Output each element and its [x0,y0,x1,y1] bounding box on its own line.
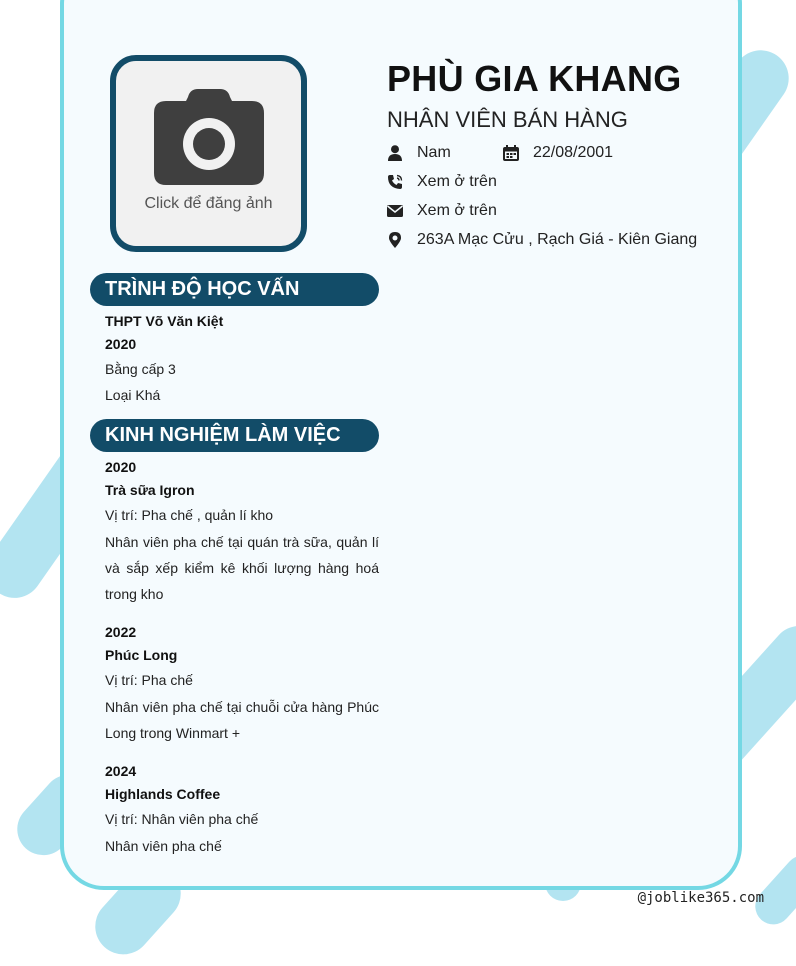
watermark: @joblike365.com [637,890,764,906]
calendar-icon [503,145,519,161]
experience-company: Highlands Coffee [105,786,221,802]
experience-company: Phúc Long [105,647,178,663]
birthday-value: 22/08/2001 [533,144,614,161]
education-year: 2020 [105,336,137,352]
experience-heading: KINH NGHIỆM LÀM VIỆC [90,419,379,452]
phone-value: Xem ở trên [417,173,497,190]
email-value: Xem ở trên [417,202,497,219]
photo-upload[interactable] [110,55,307,252]
candidate-name: PHÙ GIA KHANG [387,58,682,99]
education-degree: Bằng cấp 3 [105,361,176,377]
education-grade: Loại Khá [105,387,161,403]
gender-value: Nam [417,144,451,161]
experience-description: Nhân viên pha chế tại quán trà sữa, quản lí và sắp xếp kiểm kê khối lượng hàng hoá trong kho [105,534,379,602]
camera-icon [154,89,264,185]
map-pin-icon [387,232,403,248]
experience-company: Trà sữa Igron [105,482,195,498]
experience-year: 2024 [105,763,137,779]
phone-icon [387,174,403,190]
experience-position: Vị trí: Nhân viên pha chế [105,811,259,827]
envelope-icon [387,203,403,219]
experience-position: Vị trí: Pha chế [105,672,193,688]
experience-year: 2022 [105,624,137,640]
experience-description: Nhân viên pha chế tại chuỗi cửa hàng Phúc Long trong Winmart + [105,699,379,741]
experience-position: Vị trí: Pha chế , quản lí kho [105,507,274,523]
photo-upload-caption: Click để đăng ảnh [144,195,273,212]
education-school: THPT Võ Văn Kiệt [105,313,224,329]
experience-year: 2020 [105,459,137,475]
user-icon [387,145,403,161]
address-value: 263A Mạc Cửu , Rạch Giá - Kiên Giang [417,231,698,248]
experience-description: Nhân viên pha chế [105,838,222,854]
education-heading: TRÌNH ĐỘ HỌC VẤN [90,273,379,306]
job-title: NHÂN VIÊN BÁN HÀNG [387,107,628,132]
